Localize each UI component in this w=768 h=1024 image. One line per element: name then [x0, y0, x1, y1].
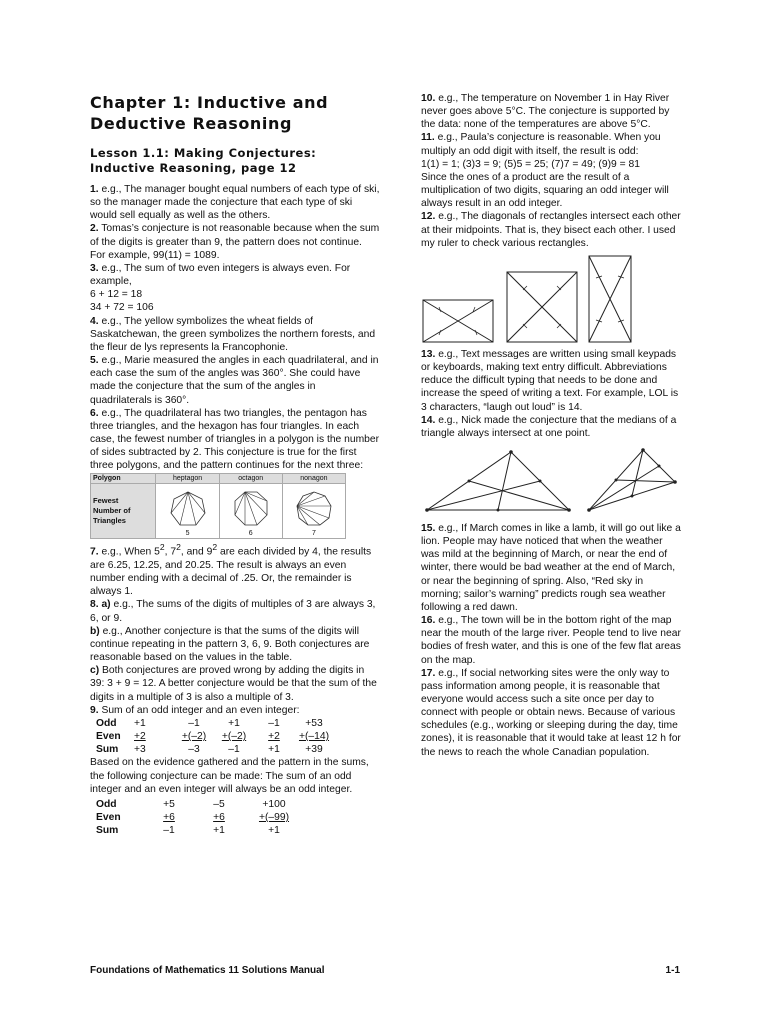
answer-item [421, 414, 681, 440]
answer-text: e.g., If March comes in like a lamb, it will go out like a lion. People may have noticed that when the weather was mild at the beginning of March, or near the end of winter, there would be bad weather at the end of March, or near the beginning of spring. Also, “Red sky in morning; sailor’s warning” predicts rough sea weather following a red dawn. [421, 522, 681, 613]
answer-text: e.g., Paula’s conjecture is reasonable. When you multiply an odd digit with itself, the result is odd: 1(1) = 1; (3)3 = 9; (5)5 = 25; (7)7 = 49; (9)9 = 81 Since the ones of a product are the result of a multiplication of two digits, squaring an odd integer will always result in an odd integer. [421, 132, 669, 210]
answers-left-list [90, 183, 380, 472]
page-number: 1-1 [665, 965, 680, 976]
triangle-medians-figure [421, 446, 683, 518]
cell-value: +5 [163, 798, 175, 810]
part-label: c) [90, 665, 100, 677]
cell-value: +(–2) [221, 731, 247, 743]
answer-text: , and 9 [180, 546, 213, 558]
answer-number: 6. [90, 407, 99, 419]
cell-value: +6 [163, 811, 175, 823]
octagon-cell [219, 484, 282, 539]
cell-value: +2 [268, 731, 280, 743]
cell-value: +6 [213, 811, 225, 823]
answer-part [90, 664, 380, 703]
cell-value: –1 [228, 744, 240, 756]
row-label: Odd [96, 798, 117, 810]
row-label: Sum [96, 825, 119, 837]
table-header-cell: heptagon [156, 474, 219, 484]
chapter-title: Chapter 1: Inductive and Deductive Reasoning [90, 93, 329, 133]
answer-text: are each divided by 4, the results are 6.25, 12.25, and 20.25. The result is always an even number ending with a decimal of .25. Or, the remainder is always 1. [90, 546, 372, 598]
cell-value: +(–2) [181, 731, 207, 743]
cell-value: +(–14) [298, 731, 330, 743]
table-header-cell: nonagon [282, 474, 345, 484]
cell-value: +1 [268, 825, 280, 837]
answer-item [421, 92, 681, 131]
right-column [421, 92, 681, 759]
answer-text: e.g., The quadrilateral has two triangles, the pentagon has three triangles, and the hexagon has four triangles. In each case, the fewest number of triangles in a polygon is the number of sides subtracted by 2. This conjecture is true for the first three polygons, and the pattern continues for the next three: [90, 407, 380, 472]
answer-text: e.g., Nick made the conjecture that the medians of a triangle always intersect at one point. [421, 414, 677, 439]
part-label: a) [98, 599, 111, 611]
exponent: 2 [212, 542, 218, 553]
answer-item [90, 541, 380, 598]
answer-item [90, 183, 380, 222]
page-footer [90, 965, 680, 976]
answer-text: e.g., Another conjecture is that the sums of the digits will continue repeating in the pattern 3, 6, 9. Both conjectures are reasonable based on the values in the table. [90, 625, 370, 664]
part-label: b) [90, 625, 100, 637]
cell-value: –1 [188, 717, 200, 729]
odd-even-sum-table [96, 717, 380, 756]
cell-value: +1 [268, 744, 280, 756]
answer-item [421, 210, 681, 249]
answer-text: , 7 [164, 546, 177, 558]
row-label: Even [96, 731, 121, 743]
left-column [90, 92, 380, 837]
heptagon-cell [156, 484, 219, 539]
answer-item [90, 598, 380, 624]
answer-number: 10. [421, 93, 436, 104]
answer-item [90, 354, 380, 407]
answer-number: 8. [90, 599, 99, 611]
exponent: 2 [176, 542, 181, 553]
cell-value: +3 [134, 744, 146, 756]
lesson-title: Lesson 1.1: Making Conjectures: Inductive Reasoning, page 12 [90, 146, 317, 175]
triangle-count: 7 [311, 530, 316, 538]
nonagon-figure [294, 490, 334, 528]
cell-value: +2 [134, 731, 146, 743]
rectangles-diagonals-figure [421, 254, 641, 346]
answer-number: 4. [90, 315, 99, 327]
answer-number: 12. [421, 211, 436, 223]
cell-value: –5 [213, 798, 225, 810]
answer-text: e.g., The sum of two even integers is always even. For example, 6 + 12 = 18 34 + 72 = 106 [90, 262, 351, 314]
cell-value: +1 [134, 717, 146, 729]
answer-item [421, 614, 681, 667]
cell-value: +39 [305, 744, 323, 756]
answer-text: e.g., Marie measured the angles in each quadrilateral, and in each case the sum of the angles was 360°. She could have made the conjecture that the sum of the angles in quadrilaterals is 360°. [90, 355, 379, 406]
answer-text: Both conjectures are proved wrong by adding the digits in 39: 3 + 9 = 12. A better conjecture would be that the sum of the digits in a multiple of 3 is also a multiple of 3. [90, 665, 377, 703]
table-header-cell: Polygon [91, 474, 156, 484]
answer-text: e.g., The diagonals of rectangles intersect each other at their midpoints. That is, they bisect each other. I used my ruler to check various rectangles. [421, 211, 681, 249]
cell-value: +1 [213, 825, 225, 837]
table-row-label: Fewest Number of Triangles [91, 484, 156, 539]
answer-text: e.g., When 5 [98, 546, 160, 558]
answer-number: 7. [90, 546, 99, 558]
odd-even-sum-table [96, 798, 380, 837]
nonagon-cell [282, 484, 345, 539]
answer-item [90, 315, 380, 354]
answer-text: e.g., The sums of the digits of multiples of 3 are always 3, 6, or 9. [90, 599, 376, 624]
answer-number: 14. [421, 414, 436, 426]
cell-value: –3 [188, 744, 200, 756]
answer-number: 13. [421, 348, 436, 360]
answer-part [90, 625, 380, 664]
triangle-count: 5 [185, 530, 190, 538]
answer-item [421, 131, 681, 210]
cell-value: +1 [228, 717, 240, 729]
polygon-table [90, 473, 346, 539]
answer-item [90, 222, 380, 261]
answer-number: 17. [421, 667, 436, 679]
answer-text: e.g., The temperature on November 1 in Hay River never goes above 5°C. The conjecture is supported by the data: none of the temperatures are above 5°C. [421, 93, 670, 131]
row-label: Sum [96, 744, 119, 756]
answer-number: 16. [421, 615, 436, 627]
octagon-figure [231, 490, 271, 528]
answer-item [421, 667, 681, 759]
answer-text: Based on the evidence gathered and the pattern in the sums, the following conjecture can be made: The sum of an odd integer and an even integer will always be an odd integer. [90, 757, 369, 795]
answer-number: 15. [421, 522, 436, 534]
answer-item [90, 704, 380, 717]
answer-text: e.g., If social networking sites were the only way to pass information among people, it is reasonable that everyone would access such a site once per day to connect with people or obtain news. Because of various schedules (e.g., working or sleeping during the day, time zones), it is reasonable that it would take at least 12 h for the news to reach the whole Canadian population. [421, 667, 681, 758]
answer-text: e.g., The manager bought equal numbers of each type of ski, so the manager made the conjecture that each type of ski would sell equally as well as the others. [90, 184, 380, 222]
table-header-row [91, 474, 346, 484]
table-header-cell: octagon [219, 474, 282, 484]
answer-number: 3. [90, 262, 99, 274]
answer-number: 9. [90, 704, 99, 716]
cell-value: +53 [305, 717, 323, 729]
table-row [91, 484, 346, 539]
answer-item [421, 348, 681, 414]
answer-text: e.g., The yellow symbolizes the wheat fields of Saskatchewan, the green symbolizes the northern forests, and the fleur de lys represents la Francophonie. [90, 315, 376, 353]
cell-value: +100 [262, 798, 286, 810]
row-label: Odd [96, 717, 117, 729]
cell-value: +(–99) [258, 811, 290, 823]
answer-number: 5. [90, 355, 99, 367]
answer-item [90, 407, 380, 473]
answer-item [421, 522, 681, 614]
answer-text: Sum of an odd integer and an even integer: [98, 704, 300, 716]
answer-text: e.g., The town will be in the bottom right of the map near the mouth of the large river. People tend to live near bodies of fresh water, and this is one of the few flat areas on the map. [421, 615, 681, 666]
triangle-count: 6 [248, 530, 253, 538]
answer-item [90, 262, 380, 315]
cell-value: –1 [268, 717, 280, 729]
answer-text: e.g., Text messages are written using small keypads or keyboards, making text entry difficult. Abbreviations reduce the difficult typing that needs to be done and increase the speed of writing a text. For example, LOL is 3 characters, “laugh out loud” is 14. [421, 348, 679, 413]
heptagon-figure [168, 490, 208, 528]
answer-number: 11. [421, 132, 435, 144]
answer-text: Tomas’s conjecture is not reasonable because when the sum of the digits is greater than 9, the pattern does not continue. For example, 99(11) = 1089. [90, 223, 380, 261]
answer-number: 2. [90, 223, 99, 235]
row-label: Even [96, 811, 121, 823]
answer-number: 1. [90, 184, 99, 195]
cell-value: –1 [163, 825, 175, 837]
exponent: 2 [159, 542, 165, 553]
footer-title: Foundations of Mathematics 11 Solutions Manual [90, 965, 325, 976]
